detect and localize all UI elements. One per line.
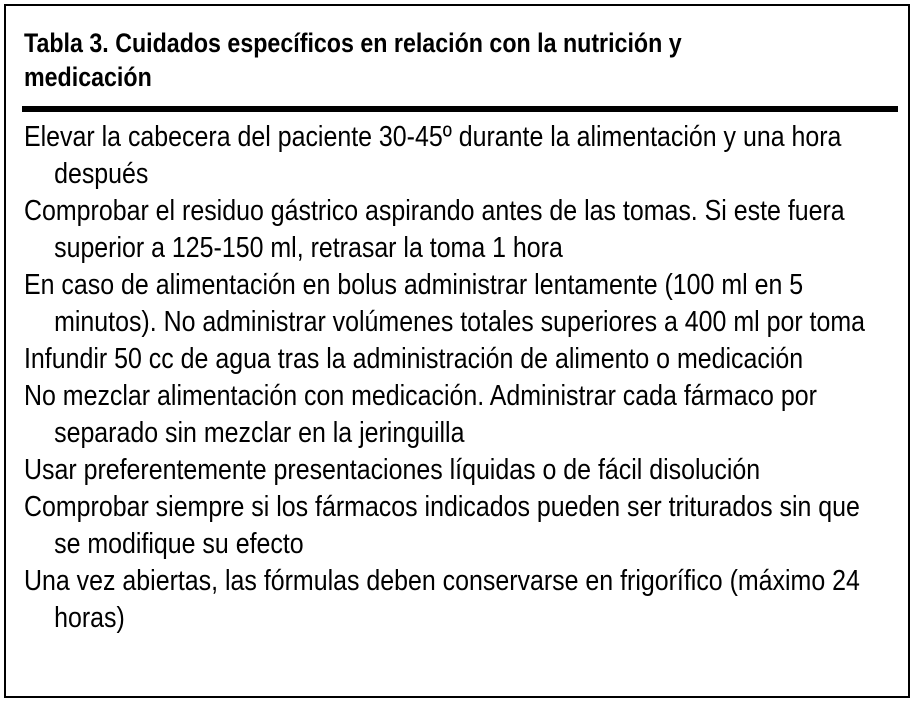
- table-title: Tabla 3. Cuidados específicos en relación con la nutrición y medicación: [24, 28, 682, 92]
- list-item: No mezclar alimentación con medicación. Administrar cada fármaco por separado sin mezclar en la jeringuilla: [24, 380, 817, 449]
- list-item: Usar preferentemente presentaciones líquidas o de fácil disolución: [24, 454, 761, 486]
- title-divider: [22, 106, 898, 112]
- list-item: En caso de alimentación en bolus administrar lentamente (100 ml en 5 minutos). No administrar volúmenes totales superiores a 400 ml por toma: [24, 269, 866, 338]
- table-frame: [4, 4, 910, 698]
- list-item: Infundir 50 cc de agua tras la administración de alimento o medicación: [24, 343, 804, 375]
- care-list: [24, 119, 893, 637]
- list-item: Comprobar el residuo gástrico aspirando antes de las tomas. Si este fuera superior a 125-150 ml, retrasar la toma 1 hora: [24, 195, 845, 264]
- list-item: Comprobar siempre si los fármacos indicados pueden ser triturados sin que se modifique su efecto: [24, 491, 860, 560]
- list-item: Elevar la cabecera del paciente 30-45º durante la alimentación y una hora después: [24, 121, 842, 190]
- list-item: Una vez abiertas, las fórmulas deben conservarse en frigorífico (máximo 24 horas): [24, 565, 860, 634]
